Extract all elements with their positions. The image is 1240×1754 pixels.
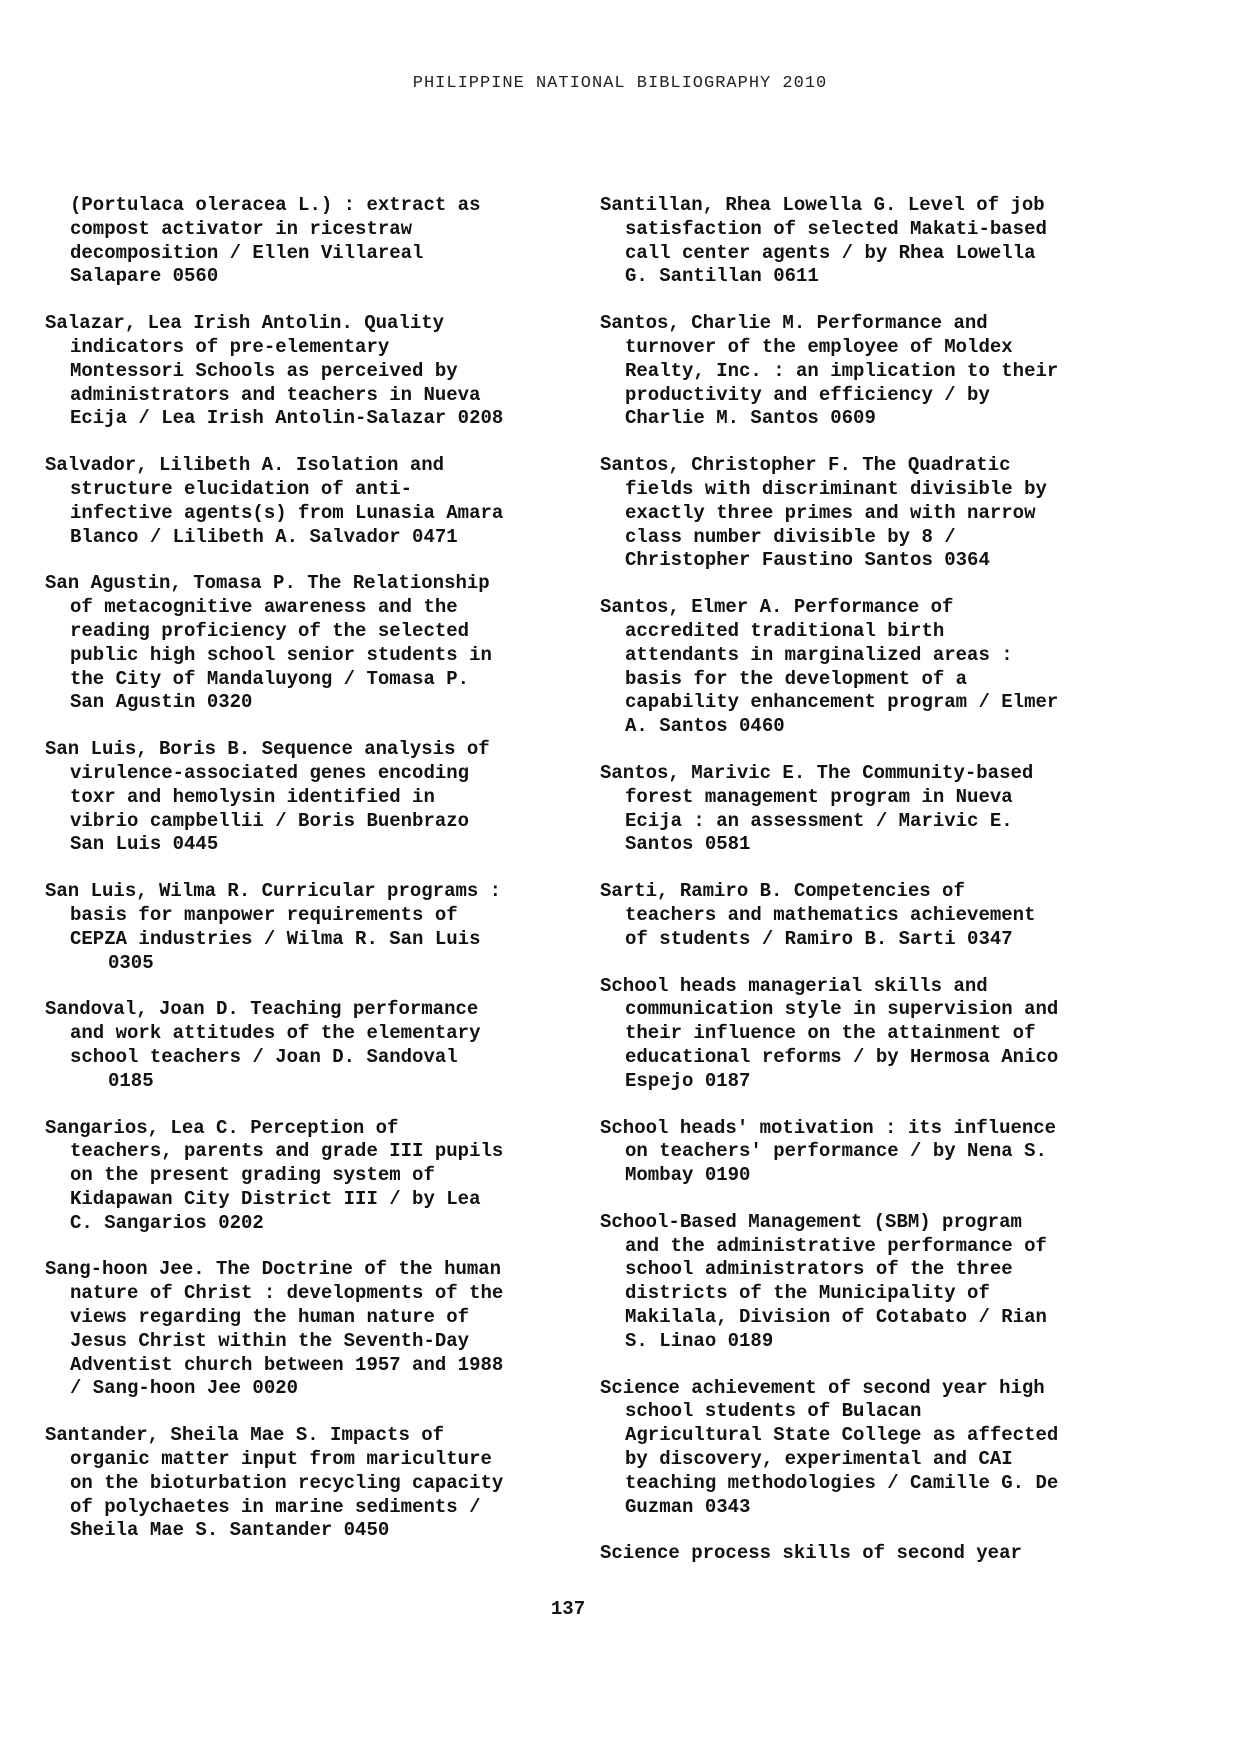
entry-line: School-Based Management (SBM) program [600, 1210, 1022, 1233]
entry-line: teachers and mathematics achievement [625, 903, 1036, 926]
bibliography-entry [45, 1258, 565, 1401]
entry-line: 0185 [108, 1069, 154, 1092]
bibliography-entry [600, 1542, 1120, 1566]
entry-line: basis for manpower requirements of [70, 903, 458, 926]
entry-line: turnover of the employee of Moldex [625, 335, 1013, 358]
entry-line: San Luis, Wilma R. Curricular programs : [45, 880, 502, 903]
entry-line: C. Sangarios 0202 [70, 1211, 264, 1234]
bibliography-entry [600, 1117, 1120, 1188]
entry-line: school teachers / Joan D. Sandoval [70, 1045, 458, 1068]
entry-line: on the present grading system of [70, 1164, 435, 1187]
entry-line: 0305 [108, 951, 154, 974]
entry-line: educational reforms / by Hermosa Anico [625, 1045, 1059, 1068]
entry-line: Mombay 0190 [625, 1164, 751, 1187]
entry-line: attendants in marginalized areas : [625, 643, 1013, 666]
entry-line: Sandoval, Joan D. Teaching performance [45, 998, 479, 1021]
bibliography-entry [600, 596, 1120, 739]
entry-line: A. Santos 0460 [625, 715, 785, 738]
entry-line: CEPZA industries / Wilma R. San Luis [70, 927, 481, 950]
entry-line: communication style in supervision and [625, 998, 1059, 1021]
entry-line: Science process skills of second year [600, 1542, 1022, 1565]
entry-line: public high school senior students in [70, 643, 492, 666]
entry-line: Agricultural State College as affected [625, 1424, 1059, 1447]
entry-line: school students of Bulacan [625, 1400, 922, 1423]
entry-line: views regarding the human nature of [70, 1306, 470, 1329]
entry-line: basis for the development of a [625, 667, 968, 690]
entry-line: reading proficiency of the selected [70, 619, 470, 642]
entry-line: Santos, Marivic E. The Community-based [600, 761, 1034, 784]
entry-line: districts of the Municipality of [625, 1282, 990, 1305]
entry-line: fields with discriminant divisible by [625, 477, 1047, 500]
entry-line: Kidapawan City District III / by Lea [70, 1187, 481, 1210]
bibliography-entry [45, 194, 565, 289]
entry-line: Sangarios, Lea C. Perception of [45, 1116, 399, 1139]
entry-line: Sarti, Ramiro B. Competencies of [600, 880, 965, 903]
entry-line: Makilala, Division of Cotabato / Rian [625, 1306, 1047, 1329]
entry-line: Salazar, Lea Irish Antolin. Quality [45, 312, 445, 335]
entry-line: on the bioturbation recycling capacity [70, 1471, 504, 1494]
entry-line: and the administrative performance of [625, 1234, 1047, 1257]
entry-line: the City of Mandaluyong / Tomasa P. [70, 667, 470, 690]
entry-line: call center agents / by Rhea Lowella [625, 241, 1036, 264]
page-number: 137 [550, 1598, 586, 1620]
entry-line: San Agustin, Tomasa P. The Relationship [45, 572, 490, 595]
entry-line: infective agents(s) from Lunasia Amara [70, 501, 504, 524]
entry-line: forest management program in Nueva [625, 785, 1013, 808]
entry-line: Santos, Elmer A. Performance of [600, 596, 954, 619]
entry-line: indicators of pre-elementary [70, 335, 390, 358]
bibliography-entry [600, 762, 1120, 857]
entry-line: Blanco / Lilibeth A. Salvador 0471 [70, 525, 458, 548]
entry-line: Salapare 0560 [70, 265, 219, 288]
entry-line: Sheila Mae S. Santander 0450 [70, 1519, 390, 1542]
bibliography-entry [45, 454, 565, 549]
entry-line: Montessori Schools as perceived by [70, 359, 458, 382]
entry-line: capability enhancement program / Elmer [625, 691, 1059, 714]
entry-line: Santos 0581 [625, 833, 751, 856]
bibliography-entry [600, 880, 1120, 951]
entry-line: Santander, Sheila Mae S. Impacts of [45, 1424, 445, 1447]
entry-line: Ecija / Lea Irish Antolin-Salazar 0208 [70, 407, 504, 430]
bibliography-entry [600, 312, 1120, 431]
left-column [45, 194, 565, 1566]
entry-line: Santos, Christopher F. The Quadratic [600, 454, 1011, 477]
bibliography-entry [45, 998, 565, 1093]
entry-line: vibrio campbellii / Boris Buenbrazo [70, 809, 470, 832]
entry-line: Santillan, Rhea Lowella G. Level of job [600, 194, 1045, 216]
entry-line: compost activator in ricestraw [70, 217, 413, 240]
bibliography-entry [45, 1424, 565, 1543]
bibliography-entry [45, 880, 565, 975]
entry-line: San Luis 0445 [70, 833, 219, 856]
entry-line: administrators and teachers in Nueva [70, 383, 481, 406]
entry-line: decomposition / Ellen Villareal [70, 241, 424, 264]
right-column [600, 194, 1120, 1589]
entry-line: nature of Christ : developments of the [70, 1282, 504, 1305]
entry-line: San Luis, Boris B. Sequence analysis of [45, 738, 490, 761]
entry-line: Santos, Charlie M. Performance and [600, 312, 988, 335]
entry-line: teachers, parents and grade III pupils [70, 1140, 504, 1163]
entry-line: School heads managerial skills and [600, 974, 988, 997]
bibliography-entry [45, 312, 565, 431]
entry-line: of metacognitive awareness and the [70, 596, 458, 619]
entry-line: virulence-associated genes encoding [70, 761, 470, 784]
bibliography-entry [600, 975, 1120, 1094]
entry-line: Ecija : an assessment / Marivic E. [625, 809, 1013, 832]
entry-line: Salvador, Lilibeth A. Isolation and [45, 454, 445, 477]
entry-line: San Agustin 0320 [70, 691, 253, 714]
entry-line: of polychaetes in marine sediments / [70, 1495, 481, 1518]
entry-line: Adventist church between 1957 and 1988 [70, 1353, 504, 1376]
entry-line: Realty, Inc. : an implication to their [625, 359, 1059, 382]
entry-line: (Portulaca oleracea L.) : extract as [70, 194, 481, 216]
entry-line: Guzman 0343 [625, 1495, 751, 1518]
entry-line: Espejo 0187 [625, 1069, 751, 1092]
running-header: PHILIPPINE NATIONAL BIBLIOGRAPHY 2010 [412, 74, 828, 93]
entry-line: accredited traditional birth [625, 619, 945, 642]
entry-line: school administrators of the three [625, 1258, 1013, 1281]
entry-line: Christopher Faustino Santos 0364 [625, 549, 990, 572]
entry-line: their influence on the attainment of [625, 1022, 1036, 1045]
bibliography-entry [600, 1211, 1120, 1354]
bibliography-entry [45, 572, 565, 715]
entry-line: S. Linao 0189 [625, 1329, 774, 1352]
entry-line: and work attitudes of the elementary [70, 1022, 481, 1045]
bibliography-entry [600, 194, 1120, 289]
bibliography-entry [600, 454, 1120, 573]
bibliography-entry [45, 738, 565, 857]
entry-line: of students / Ramiro B. Sarti 0347 [625, 927, 1013, 950]
entry-line: teaching methodologies / Camille G. De [625, 1471, 1059, 1494]
entry-line: structure elucidation of anti- [70, 477, 413, 500]
bibliography-entry [45, 1117, 565, 1236]
entry-line: toxr and hemolysin identified in [70, 785, 435, 808]
entry-line: class number divisible by 8 / [625, 525, 956, 548]
entry-line: Science achievement of second year high [600, 1376, 1045, 1399]
entry-line: by discovery, experimental and CAI [625, 1448, 1013, 1471]
entry-line: / Sang-hoon Jee 0020 [70, 1377, 299, 1400]
entry-line: organic matter input from mariculture [70, 1448, 492, 1471]
entry-line: exactly three primes and with narrow [625, 501, 1036, 524]
entry-line: satisfaction of selected Makati-based [625, 217, 1047, 240]
entry-line: on teachers' performance / by Nena S. [625, 1140, 1047, 1163]
entry-line: G. Santillan 0611 [625, 265, 819, 288]
bibliography-entry [600, 1377, 1120, 1520]
entry-line: Sang-hoon Jee. The Doctrine of the human [45, 1258, 502, 1281]
entry-line: productivity and efficiency / by [625, 383, 990, 406]
entry-line: Charlie M. Santos 0609 [625, 407, 876, 430]
entry-line: School heads' motivation : its influence [600, 1116, 1057, 1139]
entry-line: Jesus Christ within the Seventh-Day [70, 1329, 470, 1352]
